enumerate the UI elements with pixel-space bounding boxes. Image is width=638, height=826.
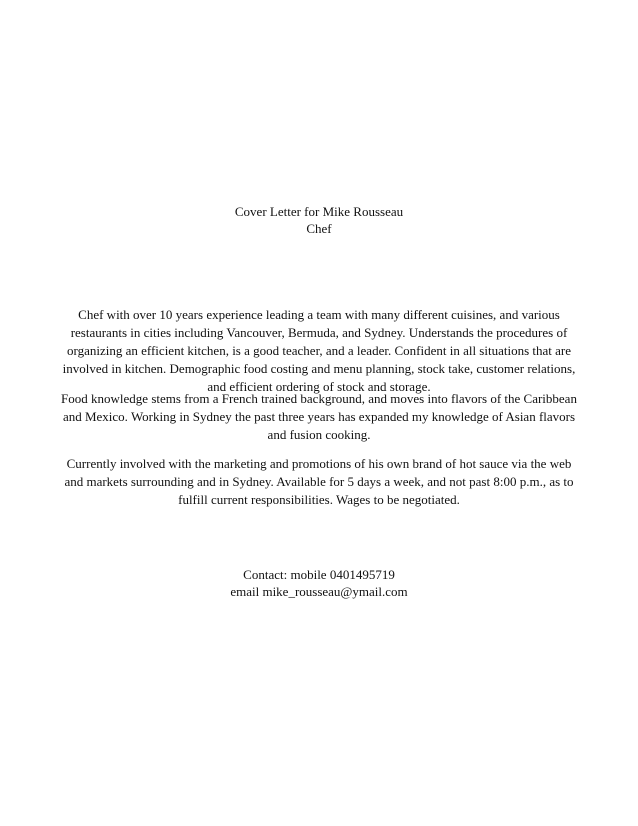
- contact-email: email mike_rousseau@ymail.com: [230, 584, 408, 599]
- letter-title: Cover Letter for Mike Rousseau: [234, 204, 404, 219]
- contact-block: [0, 566, 638, 600]
- letter-subtitle: Chef: [306, 221, 332, 236]
- paragraph-experience: Chef with over 10 years experience leading a team with many different cuisines, and various restaurants in cities including Vancouver, Bermuda, and Sydney. Understands the procedures of organizing an efficient kitchen, is a good teacher, and a leader. Confident in all situations that are involved in kitchen. Demographic food costing and menu planning, stock take, customer relations, and efficient ordering of stock and storage.: [62, 307, 576, 394]
- paragraph-food-knowledge: Food knowledge stems from a French trained background, and moves into flavors of the Caribbean and Mexico. Working in Sydney the past three years has expanded my knowledge of Asian flavors and fusion cooking.: [61, 391, 577, 442]
- paragraph-current-involvement: Currently involved with the marketing and promotions of his own brand of hot sauce via the web and markets surrounding and in Sydney. Available for 5 days a week, and not past 8:00 p.m., as to fulfill current responsibilities. Wages to be negotiated.: [64, 456, 574, 507]
- letter-header: [0, 203, 638, 237]
- contact-mobile: Contact: mobile 0401495719: [243, 567, 395, 582]
